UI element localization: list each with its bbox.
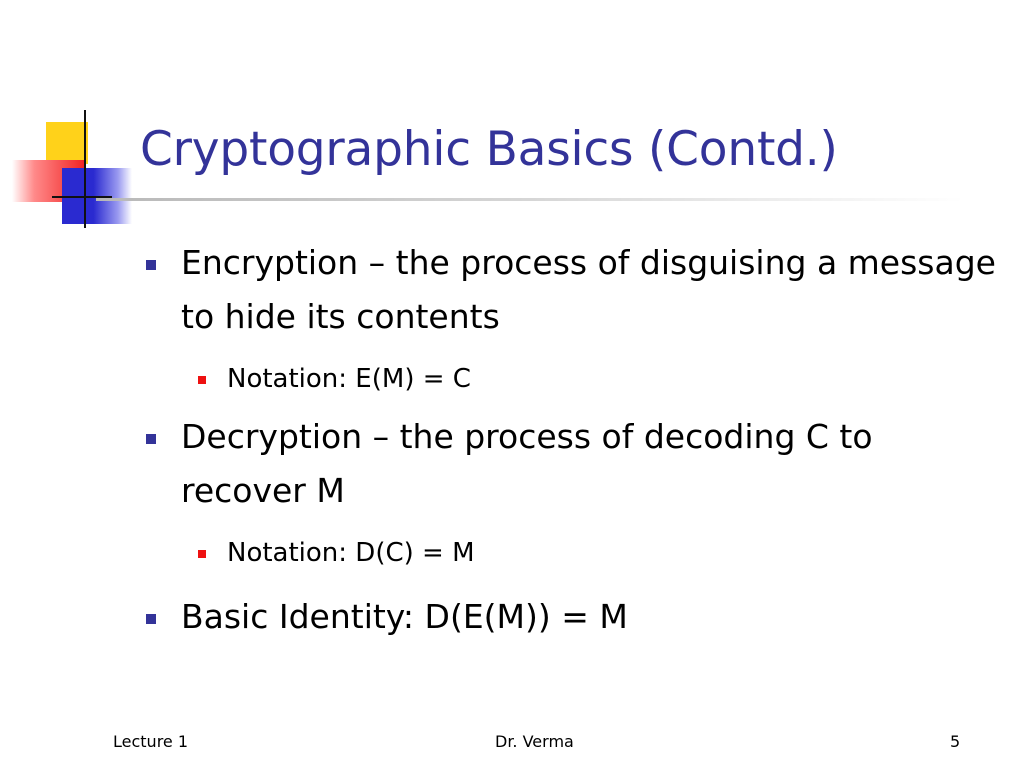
bullet-square-icon [146,260,156,270]
bullet-text: Encryption – the process of disguising a message to hide its contents [181,243,996,336]
bullet-text: Decryption – the process of decoding C to recover M [181,417,873,510]
bullet-encryption [181,236,1001,344]
sub-bullet-text: Notation: D(C) = M [227,538,475,568]
sub-bullet-square-icon [198,376,206,384]
footer-page-number: 5 [950,732,961,751]
sub-bullet-decryption-notation [227,533,475,573]
sub-bullet-encryption-notation [227,359,471,399]
footer-lecture: Lecture 1 [113,732,189,751]
bullet-basic-identity [181,590,1001,644]
sub-bullet-square-icon [198,550,206,558]
bullet-square-icon [146,434,156,444]
bullet-text: Basic Identity: D(E(M)) = M [181,597,628,636]
sub-bullet-text: Notation: E(M) = C [227,364,471,394]
footer-author: Dr. Verma [495,732,574,751]
slide-title: Cryptographic Basics (Contd.) [140,122,838,177]
bullet-decryption [181,410,1001,518]
bullet-square-icon [146,614,156,624]
